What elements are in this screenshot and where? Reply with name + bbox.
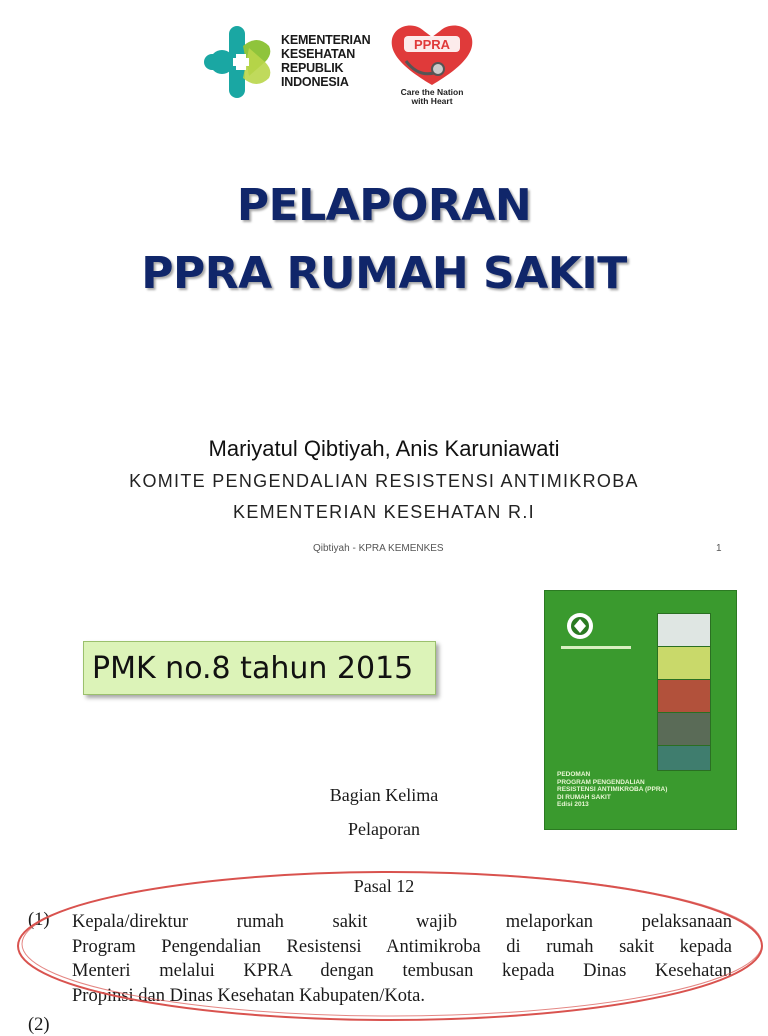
next-clause-number: (2) bbox=[28, 1015, 50, 1035]
clause-line: Menteri melalui KPRA dengan tembusan kepada Dinas Kesehatan bbox=[72, 961, 732, 981]
ppra-logo-label: PPRA bbox=[413, 37, 451, 52]
ministry-line: INDONESIA bbox=[281, 75, 349, 89]
ministry-line: KEMENTERIAN bbox=[281, 33, 371, 47]
clause-number: (1) bbox=[28, 910, 50, 930]
cover-photo bbox=[657, 745, 711, 771]
ppra-heart-logo-icon bbox=[388, 21, 476, 87]
book-title-line: DI RUMAH SAKIT bbox=[557, 793, 611, 801]
clause-line: Program Pengendalian Resistensi Antimikroba di rumah sakit kepada bbox=[72, 936, 732, 957]
cover-photo bbox=[657, 613, 711, 647]
book-title-line: PEDOMAN bbox=[557, 771, 591, 778]
regulation-callout: PMK no.8 tahun 2015 bbox=[83, 641, 436, 695]
authors: Mariyatul Qibtiyah, Anis Karuniawati bbox=[208, 436, 560, 461]
slide-title-line2: PPRA RUMAH SAKIT bbox=[141, 248, 627, 299]
ppra-tagline-line: with Heart bbox=[411, 96, 453, 106]
garuda-emblem-icon bbox=[565, 611, 595, 641]
book-title-line: RESISTENSI ANTIMIKROBA (PPRA) bbox=[557, 786, 668, 793]
cover-photo bbox=[657, 712, 711, 746]
book-title-line: PROGRAM PENGENDALIAN bbox=[557, 778, 645, 786]
slide-title-line1: PELAPORAN bbox=[236, 180, 532, 231]
slide-footer: Qibtiyah - KPRA KEMENKES bbox=[313, 543, 444, 554]
ministry-name bbox=[281, 33, 370, 89]
clause-line: Propinsi dan Dinas Kesehatan Kabupaten/Kota. bbox=[72, 985, 425, 1006]
organization-line1: KOMITE PENGENDALIAN RESISTENSI ANTIMIKROBA bbox=[129, 471, 639, 491]
publisher-line bbox=[561, 646, 631, 649]
page-number: 1 bbox=[716, 543, 722, 554]
section-heading: Bagian Kelima bbox=[329, 785, 439, 805]
cover-photo bbox=[657, 679, 711, 713]
ministry-line: KESEHATAN bbox=[281, 47, 356, 61]
ppra-tagline bbox=[390, 88, 474, 106]
ppra-tagline-line: Care the Nation bbox=[400, 87, 464, 97]
section-title: Pelaporan bbox=[348, 819, 420, 839]
kemenkes-logo-icon bbox=[203, 24, 273, 100]
slide-regulation bbox=[0, 560, 768, 1035]
article-heading: Pasal 12 bbox=[353, 876, 415, 896]
cover-photo bbox=[657, 646, 711, 680]
clause-line: Kepala/direktur rumah sakit wajib melaporkan pelaksanaan bbox=[72, 912, 732, 932]
ministry-line: REPUBLIK bbox=[281, 61, 344, 75]
highlight-ellipse bbox=[8, 866, 768, 1024]
book-title-line: Edisi 2013 bbox=[557, 801, 589, 808]
organization-line2: KEMENTERIAN KESEHATAN R.I bbox=[233, 502, 535, 522]
